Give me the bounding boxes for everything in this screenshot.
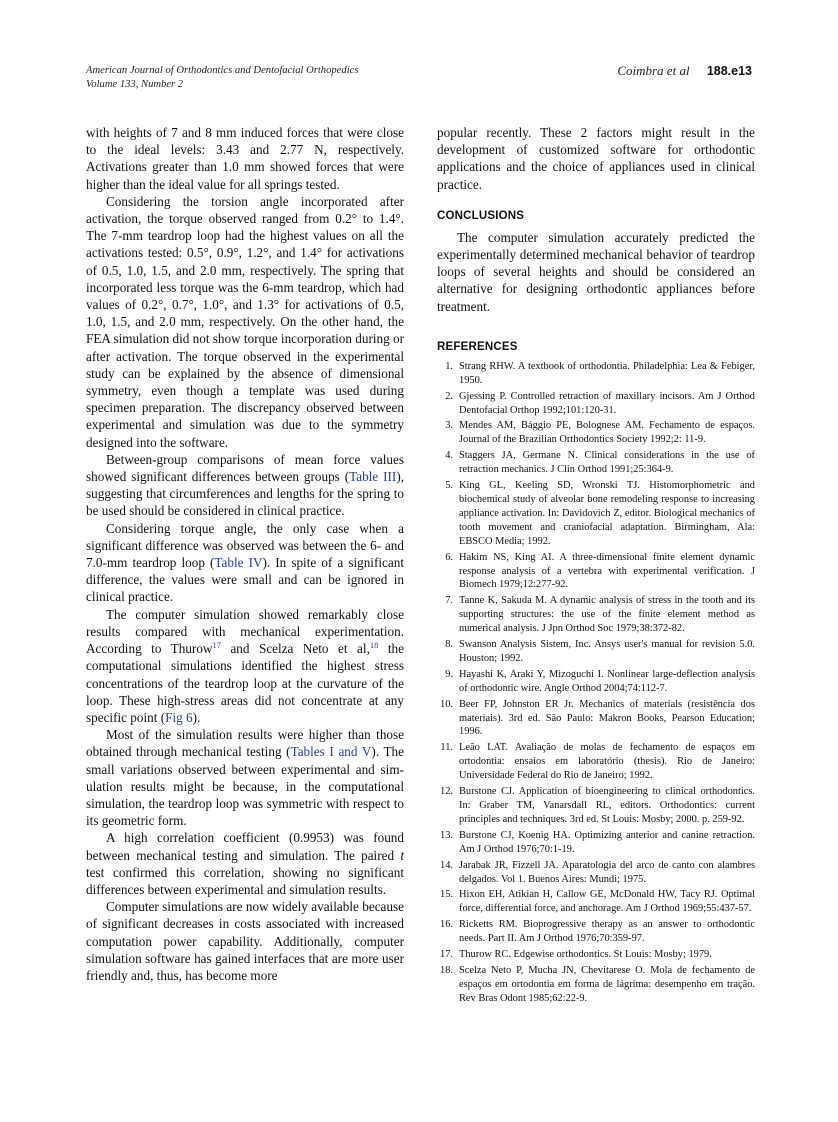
reference-number: 2. — [445, 390, 453, 402]
reference-text: Gjessing P. Controlled retraction of maxillary incisors. Am J Orthod Dentofacial Orthop 1992;101:120-31. — [459, 390, 755, 416]
reference-number: 6. — [445, 551, 453, 563]
reference-number: 16. — [440, 919, 453, 931]
reference-item — [437, 594, 755, 636]
reference-item — [437, 390, 755, 418]
paragraph — [86, 726, 404, 829]
reference-number: 14. — [440, 859, 453, 871]
reference-text: Burstone CJ, Koenig HA. Optimizing anterior and canine retraction. Am J Orthod 1976;70:1-19. — [459, 829, 755, 855]
text-run: Considering torque angle, the only case when a significant difference was observed was between the 6- and 7.0-mm teardrop loop ( — [86, 520, 404, 571]
text-run: and Scelza Neto et al, — [220, 641, 370, 657]
reference-number: 17. — [440, 949, 453, 961]
reference-text: Hixon EH, Atikian H, Callow GE, McDonald HW, Tacy RJ. Optimal force, differential force, and anchorage. Am J Orthod 1969;55:437-57. — [459, 889, 755, 915]
reference-number: 18. — [440, 964, 453, 976]
tables-i-v-link[interactable]: Tables I and V — [290, 744, 372, 760]
reference-list — [437, 360, 755, 1006]
paragraph: Computer simulations are now widely available because of significant decreases in costs associated with increased computation power capability. Additionally, computer simulation software has gained interfaces that are more user friendly and, thus, has become more — [86, 899, 404, 983]
reference-text: Staggers JA, Germane N. Clinical considerations in the use of retraction mechanics. J Clin Orthod 1991;25:364-9. — [459, 450, 755, 476]
reference-text: Hakim NS, King AI. A three-dimensional finite element dynamic response analysis of a vertebra with experimental verification. J Biomech 1979;12:277-92. — [459, 551, 755, 591]
reference-text: Mendes AM, Bággio PE, Bolognese AM. Fechamento de espaços. Journal of the Brazilian Orthodontics Society 1992;2: 11-9. — [459, 420, 755, 446]
reference-text: Strang RHW. A textbook of orthodontia. Philadelphia: Lea & Febiger, 1950. — [459, 360, 755, 386]
paragraph — [86, 606, 404, 726]
reference-text: Swanson Analysis Sistem, Inc. Ansys user's manual for revision 5.0. Houston; 1992. — [459, 639, 755, 664]
reference-item — [437, 948, 755, 962]
reference-number: 3. — [445, 420, 453, 432]
reference-text: Leão LAT. Avaliação de molas de fechamento de espaços em ortodontia: ensaios em laboratório (thesis). Rio de Janeiro: Universidade Federal do Rio de Janeiro; 1992. — [459, 742, 755, 782]
italic-t: t — [400, 847, 404, 863]
page-number: 188.e13 — [706, 64, 752, 78]
paragraph: popular recently. These 2 factors might result in the development of customized software for orthodontic applications and the choice of appliances used in clinical practice. — [437, 125, 755, 192]
fig-6-link[interactable]: Fig 6 — [165, 709, 193, 725]
text-run: A high correlation coefficient (0.9953) was found between mechanical testing and simulation. The paired — [86, 830, 404, 863]
text-run: Most of the simulation results were higher than those obtained through mechanical testing ( — [86, 727, 404, 760]
text-run: The computer simulation showed remarkably close results compared with mechanical experimentation. According to Thurow — [86, 606, 404, 657]
journal-volume: Volume 133, Number 2 — [86, 79, 184, 90]
reference-number: 8. — [445, 639, 453, 651]
reference-item — [437, 698, 755, 740]
reference-item — [437, 551, 755, 593]
citation-17-link[interactable]: 17 — [212, 640, 221, 651]
text-run: Between-group comparisons of mean force values showed significant differences between groups ( — [86, 451, 404, 485]
reference-item — [437, 360, 755, 388]
reference-item — [437, 888, 755, 916]
reference-item — [437, 741, 755, 783]
reference-number: 12. — [440, 786, 453, 798]
reference-number: 9. — [445, 668, 453, 680]
reference-number: 10. — [440, 698, 453, 710]
reference-item — [437, 668, 755, 696]
reference-text: Scelza Neto P, Mucha JN, Chevitarese O. Mola de fechamento de espaços em ortodontia em forma de lágrima: desempenho em tração. Rev Bras Odont 1985;62:22-9. — [459, 964, 755, 1004]
text-run: ). In spite of a significant difference, the values were small and can be ignored in clinical practice. — [86, 555, 404, 605]
paragraph: Considering the torsion angle incorporated after activation, the torque observed ranged from 0.2° to 1.4°. The 7-mm teardrop loop had the highest values on all the activations tested: 0.5°, 0.9°, 1.2°, and 1.4° for activations of 0.5, 1.0, 1.5, and 2.0 mm, respectively. The spring that incorporated less torque was the 6-mm teardrop, which had values of 0.2°, 0.7°, 1.0°, and 1.3° for activations of 0.5, 1.0, 1.5, and 2.0 mm, respectively. On the other hand, the FEA simulation did not show torque incorporation during or after activation. The torque observed in the experimental study can be explained by the absence of dimensional symmetry, even though a template was used during specimen preparation. The discrepancy observed between experimental and simulation was due to the symmetry designed into the software. — [86, 193, 404, 450]
reference-text: Ricketts RM. Bioprogressive therapy as an answer to orthodontic needs. Part II. Am J Orthod 1976;70:359-97. — [459, 919, 755, 945]
text-run: test confirmed this correlation, showing no significant differences between experimental and simulation results. — [86, 864, 404, 897]
left-column — [86, 124, 404, 984]
text-run: ), suggesting that circumferences and lengths for the spring to be used should be considered in clinical practice. — [86, 469, 405, 519]
reference-number: 5. — [445, 480, 453, 492]
text-run: ). — [192, 709, 201, 725]
text-run: ). The small variations observed between experimental and simulation results might be because, in the computational simulation, the teardrop loop was symmetric with respect to its geometric form. — [86, 744, 405, 829]
reference-text: Thurow RC. Edgewise orthodontics. St Louis: Mosby; 1979. — [459, 949, 712, 961]
reference-number: 11. — [440, 742, 453, 754]
paragraph: with heights of 7 and 8 mm induced forces that were close to the ideal levels: 3.43 and 2.77 N, respectively. Activations greater than 1.0 mm showed forces that were higher than the ideal value for all springs tested. — [86, 125, 404, 192]
references-heading: REFERENCES — [437, 340, 518, 353]
reference-item — [437, 638, 755, 666]
reference-item — [437, 479, 755, 549]
reference-item — [437, 964, 755, 1006]
reference-number: 13. — [440, 829, 453, 841]
reference-text: Jarabak JR, Fizzell JA. Aparatologia del arco de canto con alambres delgados. Vol 1. Buenos Aires: Mundi; 1975. — [459, 859, 755, 885]
reference-item — [437, 918, 755, 946]
conclusions-paragraph: The computer simulation accurately predicted the experimentally determined mechanical behavior of teardrop loops of several heights and should be considered an alternative for designing orthodontic appliances before treatment. — [437, 229, 755, 314]
reference-number: 15. — [440, 889, 453, 901]
paragraph — [86, 829, 404, 898]
conclusions-heading: CONCLUSIONS — [437, 209, 525, 222]
paragraph — [86, 520, 404, 606]
reference-item — [437, 859, 755, 887]
header-right — [617, 64, 752, 78]
table-iv-link[interactable]: Table IV — [214, 555, 263, 571]
reference-number: 7. — [445, 595, 453, 607]
journal-title: American Journal of Orthodontics and Dentofacial Orthopedics — [86, 65, 359, 76]
text-run: the computational simulations identified the highest stress concentrations of the teardrop loop at the curvature of the loop. These high-stress areas did not concentrate at any specific point ( — [86, 641, 404, 725]
reference-text: Hayashi K, Araki Y, Mizoguchi I. Nonlinear large-deflection analysis of orthodontic wire. Angle Orthod 2004;74:112-7. — [459, 668, 755, 694]
paragraph — [86, 451, 404, 520]
reference-text: Beer FP, Johnston ER Jr. Mechanics of materials (resistência dos materiais). 3rd ed. São Paulo: Makron Books, Pearson Education; 1996. — [459, 698, 755, 738]
reference-number: 4. — [445, 450, 453, 462]
reference-text: Tanne K, Sakuda M. A dynamic analysis of stress in the tooth and its supporting structures: the use of the finite element method as numerical analysis. J Jpn Orthod Soc 1979;38:372-82. — [459, 595, 755, 635]
running-header — [86, 64, 752, 96]
reference-text: King GL, Keeling SD, Wronski TJ. Histomorphometric and biochemical study of alveolar bone remodeling response to increasing appliance activation. In: Davidovich Z, editor. Biological mechanics of tooth movement and craniofacial adaptation. Birmingham, Ala: EBSCO Media; 1992. — [459, 480, 755, 547]
reference-item — [437, 449, 755, 477]
table-iii-link[interactable]: Table III — [349, 469, 397, 485]
reference-item — [437, 785, 755, 827]
citation-18-link[interactable]: 18 — [369, 640, 379, 651]
running-authors: Coimbra et al — [617, 63, 690, 78]
reference-item — [437, 829, 755, 857]
reference-item — [437, 419, 755, 447]
reference-text: Burstone CJ. Application of bioengineering to clinical orthodontics. In: Graber TM, Vanarsdall RL, editors. Orthodontics: current principles and techniques. 3rd ed. St Louis: Mosby; 2000. p. 259-92. — [459, 786, 755, 825]
right-column — [437, 124, 755, 1008]
reference-number: 1. — [445, 360, 453, 372]
